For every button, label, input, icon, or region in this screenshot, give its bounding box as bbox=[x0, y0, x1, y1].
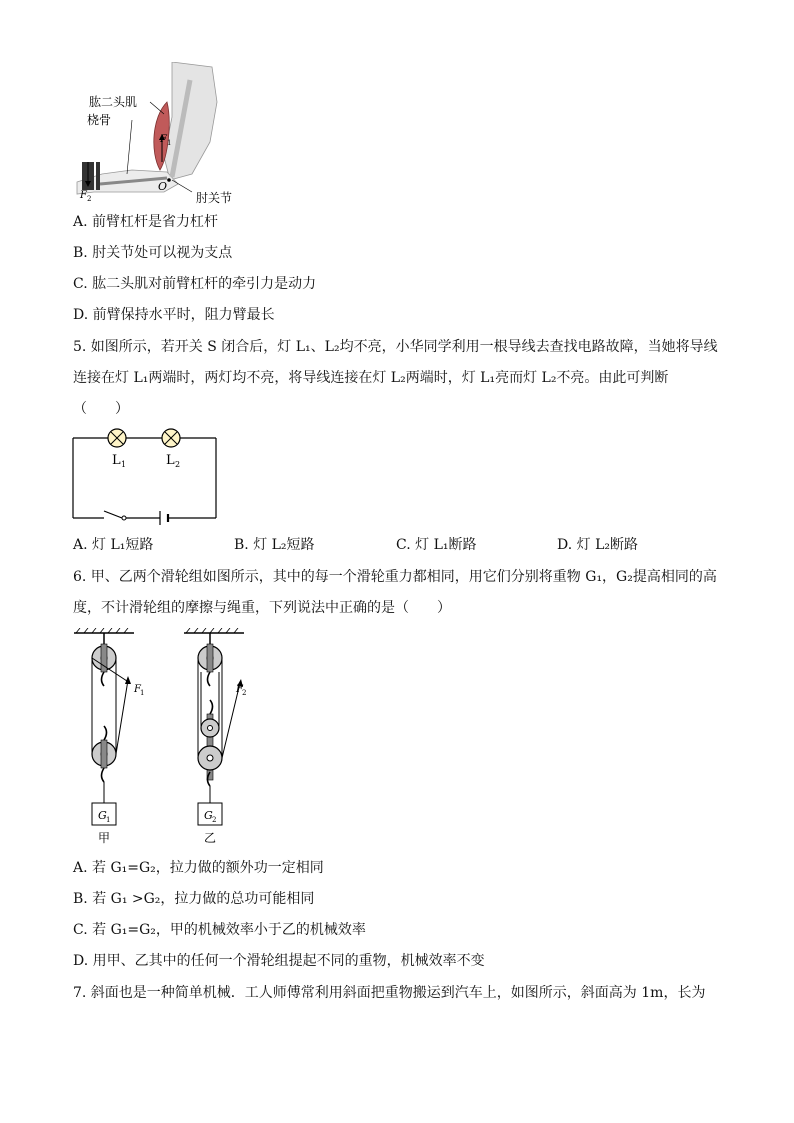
circuit-figure bbox=[72, 425, 222, 525]
q7-stem-line1: 7. 斜面也是一种简单机械．工人师傅常利用斜面把重物搬运到汽车上，如图所示，斜面高为 1m，长为 bbox=[73, 985, 706, 1001]
svg-text:2: 2 bbox=[242, 689, 247, 697]
svg-text:2: 2 bbox=[175, 460, 181, 469]
pivot-o-label: O bbox=[158, 180, 168, 193]
q5-option-a[interactable]: A. 灯 L₁短路 bbox=[73, 537, 154, 553]
q6-stem-line1: 6. 甲、乙两个滑轮组如图所示，其中的每一个滑轮重力都相同，用它们分别将重物 G₁，G₂提高相同的高 bbox=[73, 569, 717, 585]
f2-label: F bbox=[80, 190, 87, 201]
q5-option-b[interactable]: B. 灯 L₂短路 bbox=[234, 537, 315, 553]
q5-stem-line2: 连接在灯 L₁两端时，两灯均不亮，将导线连接在灯 L₂两端时，灯 L₁亮而灯 L₂不亮。由此可判断 bbox=[73, 370, 669, 386]
pulley-systems-figure bbox=[70, 628, 260, 848]
q6-option-a[interactable]: A. 若 G₁=G₂，拉力做的额外功一定相同 bbox=[73, 860, 324, 876]
elbow-label: 肘关节 bbox=[196, 191, 233, 205]
q6-option-b[interactable]: B. 若 G₁ >G₂，拉力做的总功可能相同 bbox=[73, 891, 315, 907]
q5-option-d[interactable]: D. 灯 L₂断路 bbox=[557, 537, 638, 553]
radius-label: 桡骨 bbox=[87, 113, 112, 127]
arm-lever-figure bbox=[72, 62, 252, 207]
caption-jia: 甲 bbox=[98, 831, 111, 845]
svg-text:1: 1 bbox=[106, 816, 111, 824]
q6-stem-line2: 度，不计滑轮组的摩擦与绳重，下列说法中正确的是（ ） bbox=[73, 600, 451, 616]
lamp-l2-label: L bbox=[166, 453, 175, 468]
f1-label: F bbox=[160, 134, 167, 145]
q4-option-a[interactable]: A. 前臂杠杆是省力杠杆 bbox=[73, 214, 219, 230]
biceps-label: 肱二头肌 bbox=[89, 95, 138, 109]
weight-g2-label: G bbox=[204, 809, 213, 822]
svg-text:1: 1 bbox=[121, 460, 127, 469]
q4-option-b[interactable]: B. 肘关节处可以视为支点 bbox=[73, 245, 233, 261]
q5-option-c[interactable]: C. 灯 L₁断路 bbox=[396, 537, 477, 553]
force-f2-label: F bbox=[236, 684, 243, 695]
q4-option-c[interactable]: C. 肱二头肌对前臂杠杆的牵引力是动力 bbox=[73, 276, 317, 292]
q5-stem-line3: （ ） bbox=[73, 401, 129, 417]
force-f1-label: F bbox=[134, 684, 141, 695]
weight-g1-label: G bbox=[98, 809, 107, 822]
caption-yi: 乙 bbox=[204, 831, 217, 845]
svg-text:1: 1 bbox=[140, 689, 145, 697]
q4-option-d[interactable]: D. 前臂保持水平时，阻力臂最长 bbox=[73, 307, 275, 323]
lamp-l1-icon bbox=[108, 429, 126, 447]
svg-text:2: 2 bbox=[212, 816, 217, 824]
lamp-l1-label: L bbox=[112, 453, 121, 468]
svg-text:1: 1 bbox=[167, 139, 172, 147]
q5-stem-line1: 5. 如图所示，若开关 S 闭合后，灯 L₁、L₂均不亮，小华同学利用一根导线去查找电路故障，当她将导线 bbox=[73, 339, 718, 355]
lamp-l2-icon bbox=[162, 429, 180, 447]
svg-text:2: 2 bbox=[87, 195, 92, 203]
q6-option-d[interactable]: D. 用甲、乙其中的任何一个滑轮组提起不同的重物，机械效率不变 bbox=[73, 953, 485, 969]
q6-option-c[interactable]: C. 若 G₁=G₂，甲的机械效率小于乙的机械效率 bbox=[73, 922, 366, 938]
